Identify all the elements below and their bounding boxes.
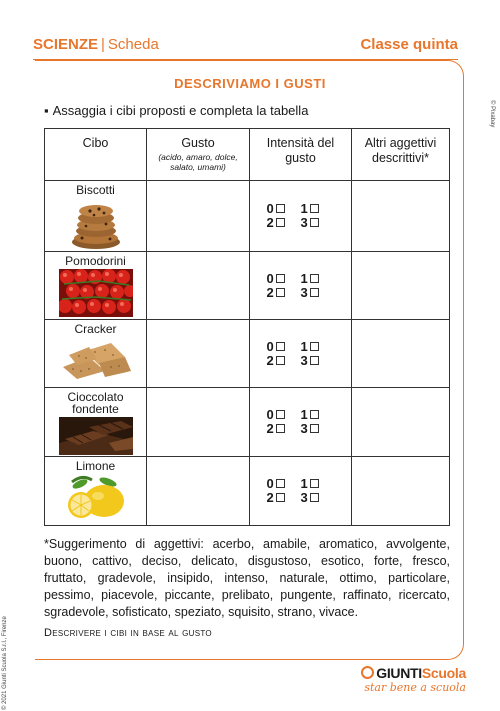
checkbox-icon <box>276 479 285 488</box>
intensity-option-1[interactable]: 1 <box>301 477 335 491</box>
worksheet-caption: Descrivere i cibi in base al gusto <box>44 627 212 639</box>
checkbox-icon <box>276 410 285 419</box>
intensity-option-2[interactable]: 2 <box>267 216 301 230</box>
checkbox-icon <box>276 274 285 283</box>
adjectives-cell[interactable] <box>352 320 450 388</box>
checkbox-icon <box>310 274 319 283</box>
checkbox-icon <box>310 342 319 351</box>
checkbox-icon <box>276 356 285 365</box>
checkbox-icon <box>310 493 319 502</box>
dark-chocolate-image <box>59 417 133 455</box>
checkbox-icon <box>310 288 319 297</box>
intensity-option-3[interactable]: 3 <box>301 354 335 368</box>
intensity-option-3[interactable]: 3 <box>301 491 335 505</box>
intensity-cell <box>250 181 352 252</box>
food-cell <box>45 181 147 252</box>
page-header <box>33 36 458 56</box>
food-cell <box>45 388 147 457</box>
checkbox-icon <box>276 288 285 297</box>
table-row <box>45 457 450 526</box>
checkbox-icon <box>276 342 285 351</box>
intensity-option-2[interactable]: 2 <box>267 491 301 505</box>
grade-label: Classe quinta <box>360 36 458 53</box>
adjectives-cell[interactable] <box>352 252 450 320</box>
intensity-option-0[interactable]: 0 <box>267 340 301 354</box>
crackers-image <box>59 337 133 379</box>
intensity-cell <box>250 320 352 388</box>
cookies-image <box>66 198 126 250</box>
intensity-option-0[interactable]: 0 <box>267 408 301 422</box>
intensity-option-2[interactable]: 2 <box>267 286 301 300</box>
food-cell <box>45 320 147 388</box>
table-header-row <box>45 129 450 181</box>
intensity-option-3[interactable]: 3 <box>301 422 335 436</box>
worksheet-title: DESCRIVIAMO I GUSTI <box>174 76 326 91</box>
taste-cell[interactable] <box>147 181 250 252</box>
logo-g-icon <box>361 666 374 679</box>
publisher-brand <box>361 665 466 694</box>
checkbox-icon <box>310 204 319 213</box>
table-row <box>45 388 450 457</box>
intensity-option-1[interactable]: 1 <box>301 202 335 216</box>
instruction-text: Assaggia i cibi proposti e completa la tabella <box>52 103 309 118</box>
intensity-option-1[interactable]: 1 <box>301 272 335 286</box>
photo-credit: © Pixabay <box>489 100 495 128</box>
sheet-kind: Scheda <box>107 36 159 53</box>
taste-cell[interactable] <box>147 388 250 457</box>
food-name: Cracker <box>74 322 117 336</box>
subject-name: SCIENZE <box>33 36 99 53</box>
adjectives-cell[interactable] <box>352 457 450 526</box>
lemon-image <box>62 474 130 520</box>
intensity-option-1[interactable]: 1 <box>301 340 335 354</box>
publisher-logo: GIUNTIScuola <box>361 665 466 681</box>
intensity-option-0[interactable]: 0 <box>267 477 301 491</box>
taste-cell[interactable] <box>147 320 250 388</box>
publisher-tagline: star bene a scuola <box>364 681 466 694</box>
intensity-option-0[interactable]: 0 <box>267 272 301 286</box>
checkbox-icon <box>310 218 319 227</box>
checkbox-icon <box>276 218 285 227</box>
taste-cell[interactable] <box>147 457 250 526</box>
intensity-cell <box>250 388 352 457</box>
adjectives-cell[interactable] <box>352 388 450 457</box>
intensity-option-1[interactable]: 1 <box>301 408 335 422</box>
checkbox-icon <box>310 479 319 488</box>
intensity-option-2[interactable]: 2 <box>267 354 301 368</box>
intensity-option-3[interactable]: 3 <box>301 216 335 230</box>
adjective-suggestions: *Suggerimento di aggettivi: acerbo, amabile, aromatico, avvolgente, buono, cattivo, deciso, delicato, disgustoso, esotico, forte, fresco, fruttato, gradevole, insipido, intenso, naturale, ottimo, particolare, pessimo, piacevole, piccante, prelibato, pungente, raffinato, ricercato, sgradevole, sofisticato, speziato, squisito, strano, vivace. <box>44 537 450 619</box>
intensity-option-0[interactable]: 0 <box>267 202 301 216</box>
adjectives-cell[interactable] <box>352 181 450 252</box>
col-header-food: Cibo <box>45 129 147 181</box>
intensity-option-3[interactable]: 3 <box>301 286 335 300</box>
col-header-adjectives: Altri aggettivi descrittivi* <box>352 129 450 181</box>
copyright-notice: © 2021 Giunti Scuola S.r.l., Firenze <box>2 616 8 710</box>
checkbox-icon <box>310 424 319 433</box>
taste-cell[interactable] <box>147 252 250 320</box>
table-row <box>45 320 450 388</box>
subject-label: SCIENZE | Scheda <box>33 36 159 53</box>
table-row <box>45 252 450 320</box>
intensity-option-2[interactable]: 2 <box>267 422 301 436</box>
food-name: Pomodorini <box>65 254 126 268</box>
food-cell <box>45 457 147 526</box>
checkbox-icon <box>276 424 285 433</box>
checkbox-icon <box>276 204 285 213</box>
taste-header-label: Gusto <box>181 136 215 150</box>
col-header-intensity: Intensità del gusto <box>250 129 352 181</box>
taste-header-hint: (acido, amaro, dolce, salato, umami) <box>158 152 238 172</box>
instruction <box>44 103 308 118</box>
food-name: Biscotti <box>76 183 115 197</box>
table-row <box>45 181 450 252</box>
intensity-cell <box>250 252 352 320</box>
checkbox-icon <box>276 493 285 502</box>
intensity-cell <box>250 457 352 526</box>
checkbox-icon <box>310 356 319 365</box>
col-header-taste <box>147 129 250 181</box>
bullet-icon: ▪ <box>44 103 49 118</box>
cherry-tomatoes-image <box>59 269 133 317</box>
food-name: Limone <box>75 459 116 473</box>
food-name: Cioccolato fondente <box>67 390 124 416</box>
taste-table <box>44 128 450 526</box>
food-cell <box>45 252 147 320</box>
checkbox-icon <box>310 410 319 419</box>
